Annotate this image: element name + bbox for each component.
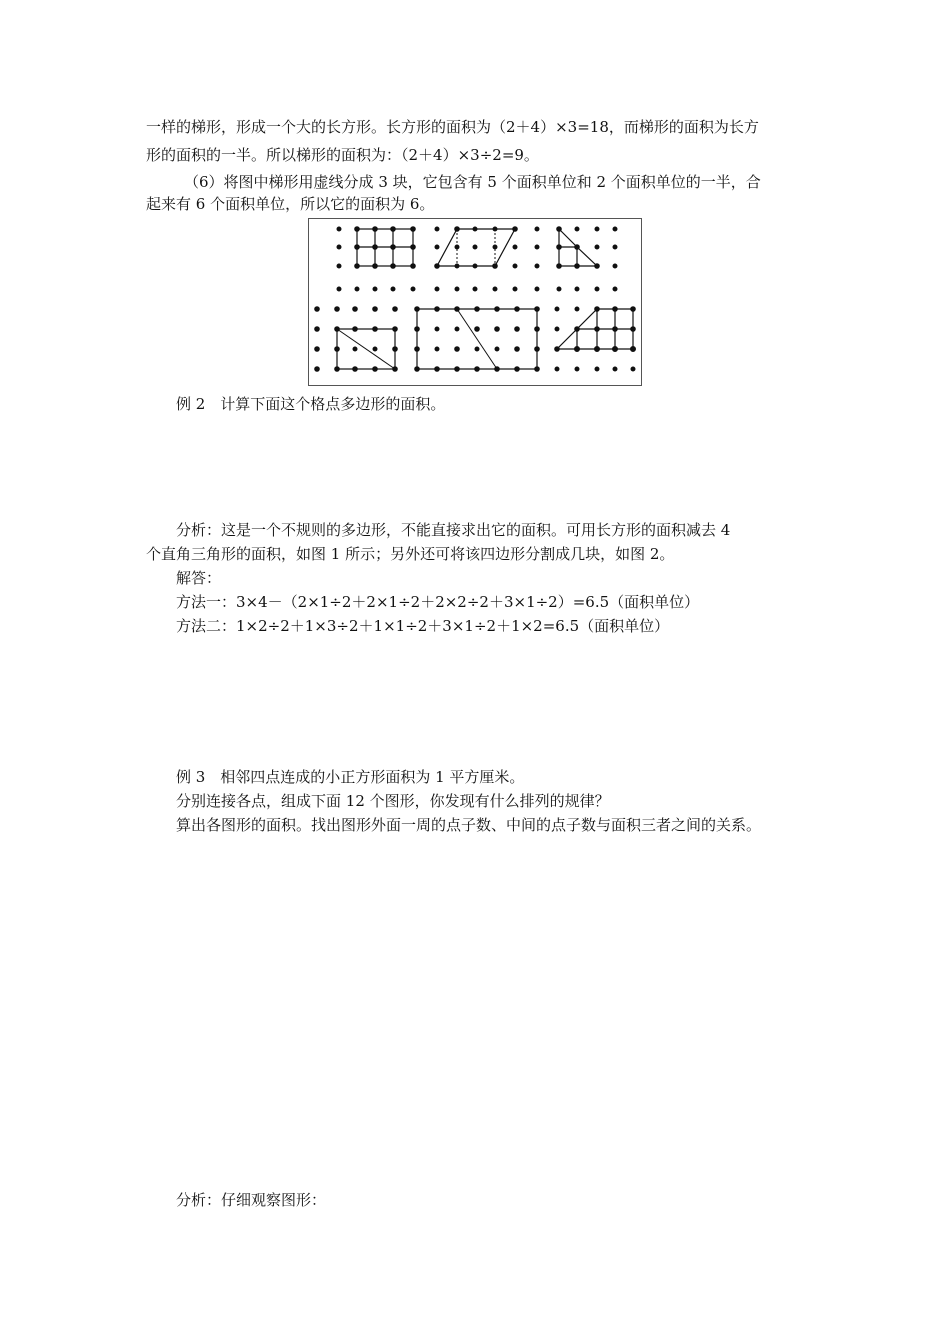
example-2-title: 例 2 计算下面这个格点多边形的面积。 bbox=[176, 395, 446, 413]
answer-label: 解答： bbox=[176, 569, 222, 587]
panel-6 bbox=[555, 307, 636, 371]
panel-3 bbox=[535, 227, 617, 269]
panel-4 bbox=[315, 307, 398, 372]
separator-dots bbox=[337, 287, 617, 291]
paragraph-line: 算出各图形的面积。找出图形外面一周的点子数、中间的点子数与面积三者之间的关系。 bbox=[176, 816, 762, 834]
paragraph-line: 分别连接各点，组成下面 12 个图形，你发现有什么排列的规律？ bbox=[176, 792, 610, 810]
panel-2 bbox=[435, 227, 518, 269]
paragraph-line: 分析：这是一个不规则的多边形，不能直接求出它的面积。可用长方形的面积减去 4 bbox=[176, 521, 731, 539]
panel-1 bbox=[337, 227, 415, 269]
paragraph-line: 个直角三角形的面积，如图 1 所示；另外还可将该四边形分割成几块，如图 2。 bbox=[146, 545, 675, 563]
panel-5 bbox=[415, 307, 540, 372]
example-3-title: 例 3 相邻四点连成的小正方形面积为 1 平方厘米。 bbox=[176, 768, 525, 786]
paragraph-line: 起来有 6 个面积单位，所以它的面积为 6。 bbox=[146, 195, 435, 213]
grid-dot-diagram bbox=[309, 219, 641, 385]
grid-dot-figure bbox=[308, 218, 642, 386]
analysis-2: 分析：仔细观察图形： bbox=[176, 1191, 327, 1209]
method-1: 方法一：3×4－（2×1÷2＋2×1÷2＋2×2÷2＋3×1÷2）=6.5（面积单位） bbox=[176, 593, 700, 611]
paragraph-line: 形的面积的一半。所以梯形的面积为：（2＋4）×3÷2=9。 bbox=[146, 146, 539, 164]
method-2: 方法二：1×2÷2＋1×3÷2＋1×1÷2＋3×1÷2＋1×2=6.5（面积单位） bbox=[176, 617, 670, 635]
paragraph-line: 一样的梯形，形成一个大的长方形。长方形的面积为（2＋4）×3=18，而梯形的面积为长方 bbox=[146, 118, 759, 136]
paragraph-line: （6）将图中梯形用虚线分成 3 块，它包含有 5 个面积单位和 2 个面积单位的一半，合 bbox=[184, 173, 761, 191]
